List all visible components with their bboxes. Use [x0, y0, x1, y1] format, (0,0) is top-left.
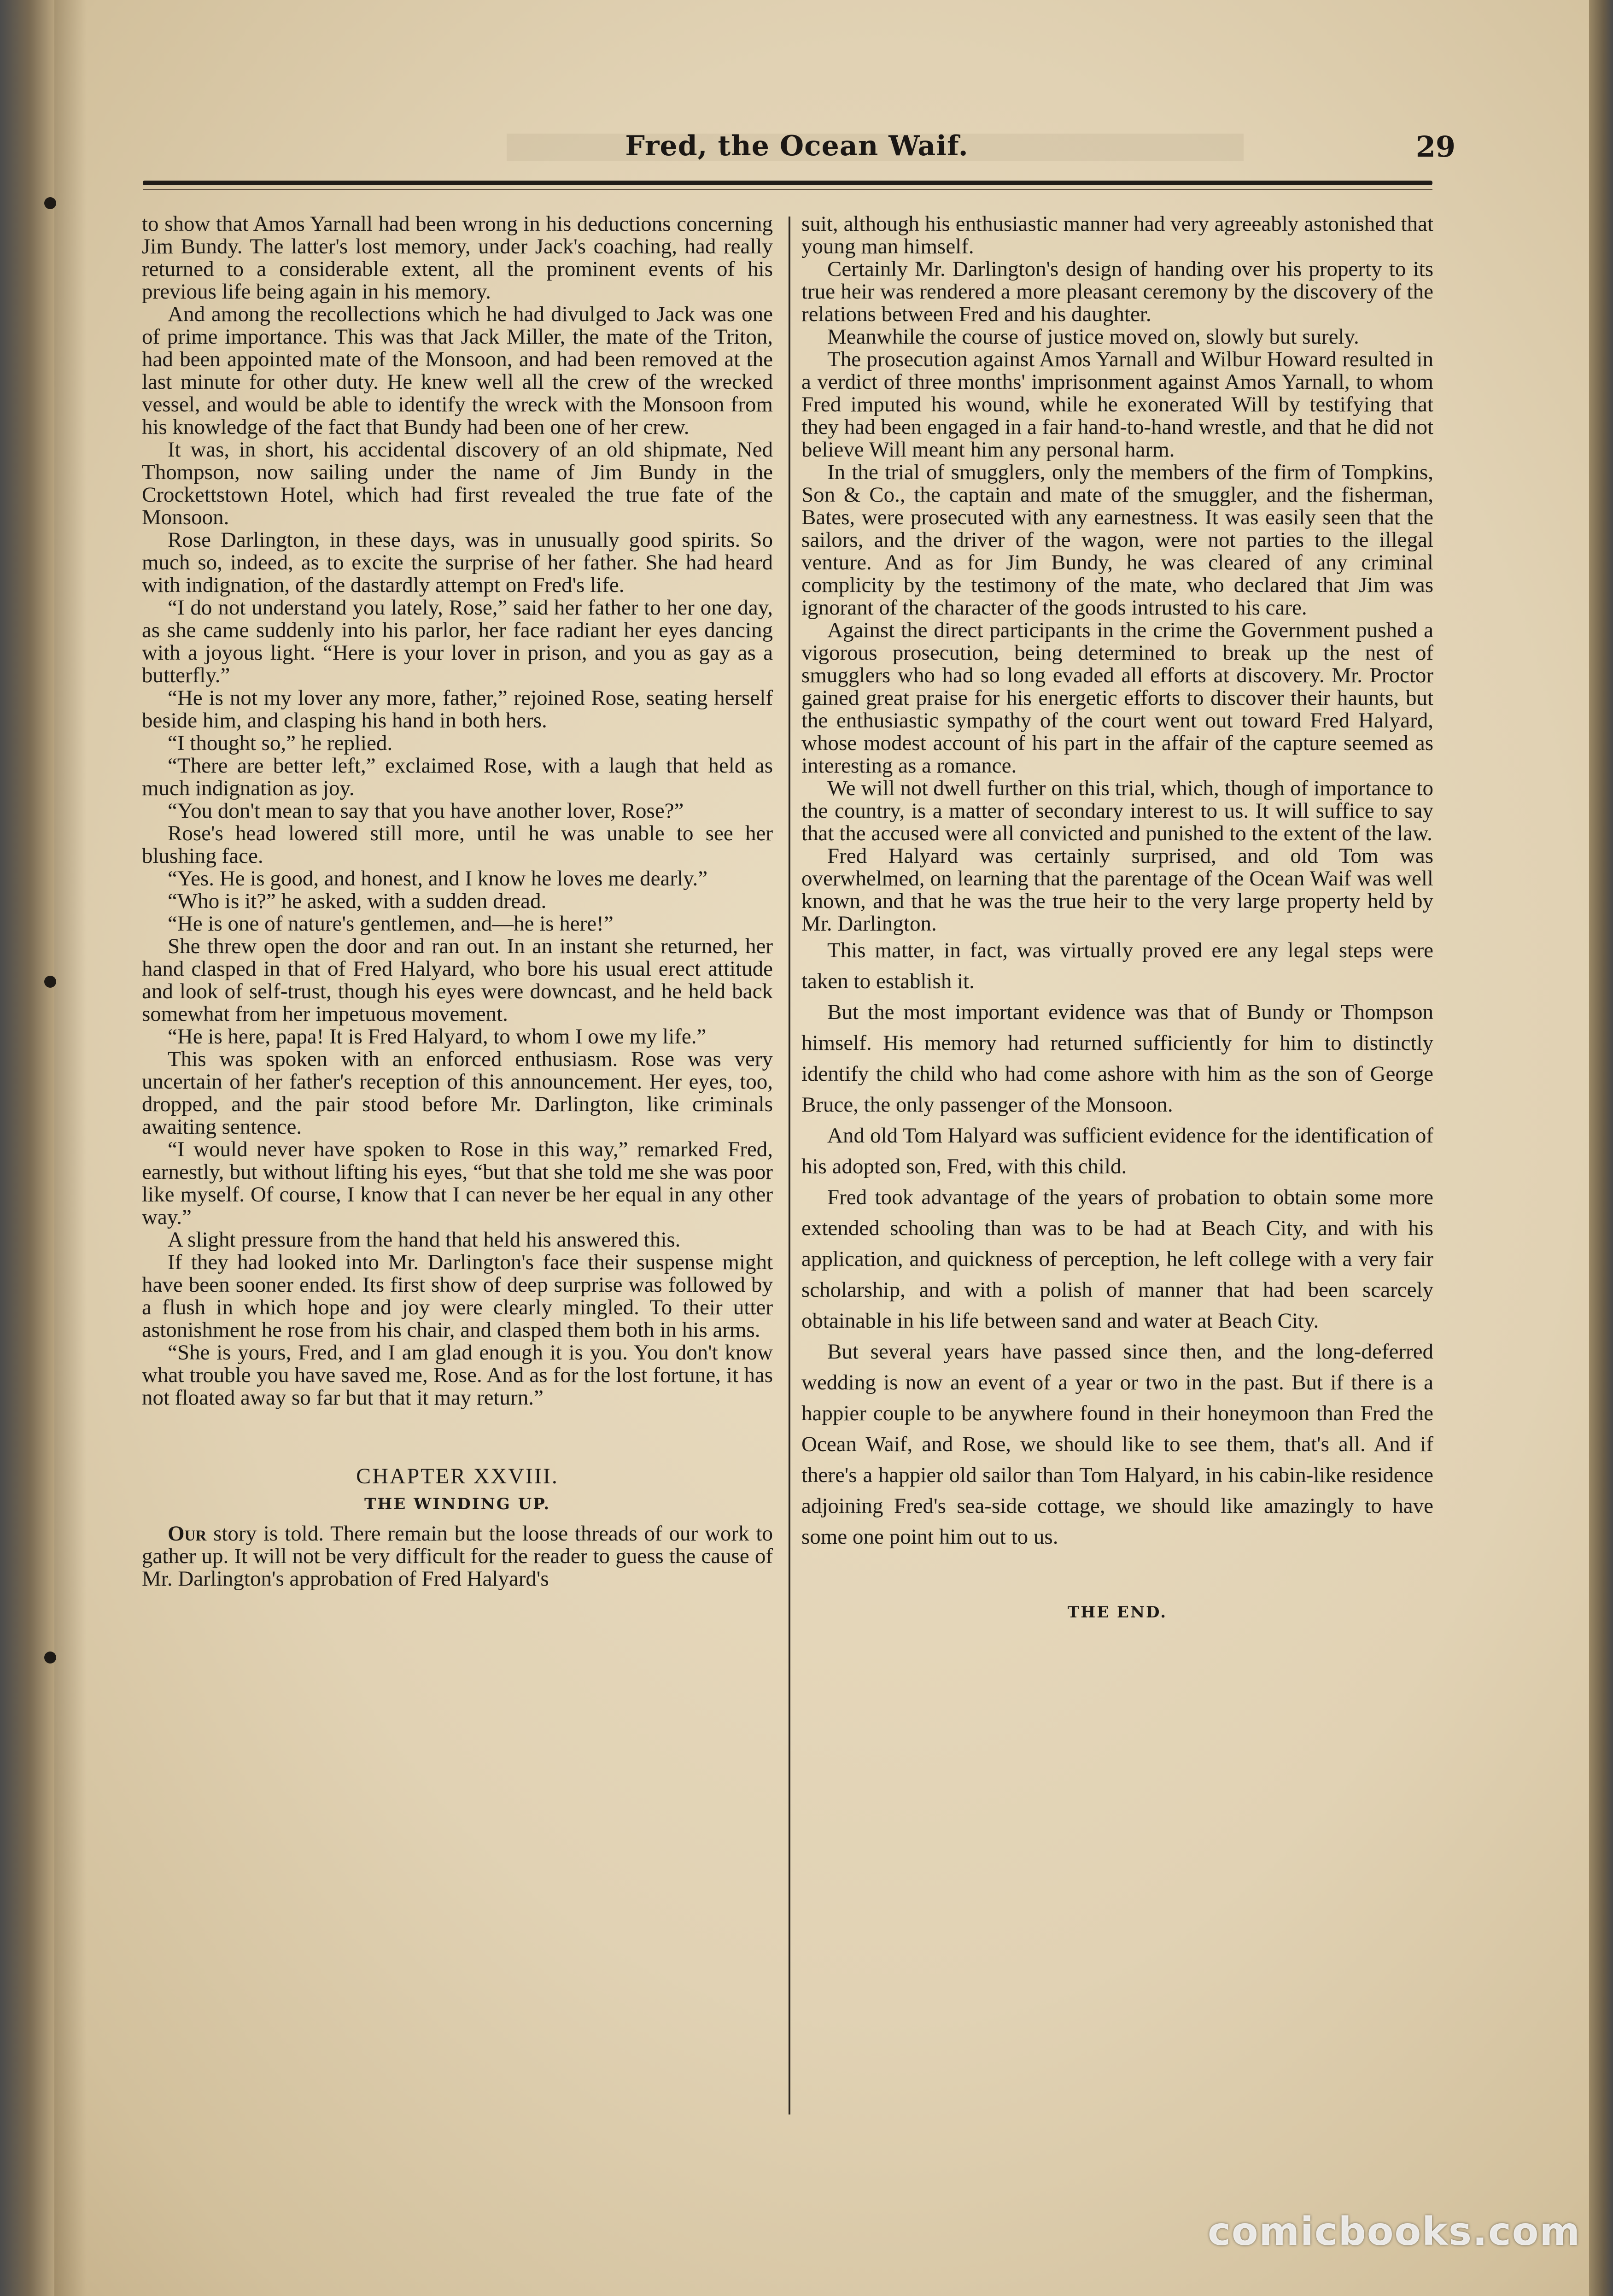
paragraph: “I thought so,” he replied.	[168, 731, 393, 755]
paragraph: to show that Amos Yarnall had been wrong in his deductions concerning Jim Bundy. The latter's lost memory, under Jack's coaching, had really returned to a considerable extent, all the prominent events of his previous life being again in his memory.	[142, 212, 773, 304]
chapter-opening-paragraph	[142, 1523, 773, 1590]
end-mark: THE END.	[1067, 1603, 1168, 1622]
paragraph: Fred Halyard was certainly surprised, and old Tom was overwhelmed, on learning that the parentage of the Ocean Waif was well known, and that he was the true heir to the very large property held by Mr. Darlington.	[801, 844, 1433, 936]
paragraph: A slight pressure from the hand that held his answered this.	[168, 1228, 681, 1252]
header-rule	[143, 181, 1432, 185]
chapter-heading: CHAPTER XXVIII.	[356, 1464, 559, 1488]
paragraph: This was spoken with an enforced enthusiasm. Rose was very uncertain of her father's reception of this announcement. Her eyes, too, dropped, and the pair stood before Mr. Darlington, like criminals awaiting sentence.	[142, 1047, 773, 1139]
left-column-text	[142, 213, 773, 1409]
paragraph: She threw open the door and ran out. In an instant she returned, her hand clasped in that of Fred Halyard, who bore his usual erect attitude and look of self-trust, though his eyes were downcast, and he held back somewhat from her impetuous movement.	[142, 934, 773, 1026]
left-column	[142, 213, 773, 1590]
page-number: 29	[1415, 130, 1455, 164]
running-head: Fred, the Ocean Waif.	[625, 130, 969, 162]
drop-word: Our	[168, 1522, 207, 1546]
paragraph: “I do not understand you lately, Rose,” said her father to her one day, as she came suddenly into his parlor, her face radiant her eyes dancing with a joyous light. “Here is your lover in prison, and you as gay as a butterfly.”	[142, 596, 773, 687]
paragraph: This matter, in fact, was virtually proved ere any legal steps were taken to establish it.	[801, 938, 1433, 993]
spine-shadow	[54, 0, 87, 2296]
chapter-subtitle: THE WINDING UP.	[364, 1495, 551, 1513]
chapter-opening-text: story is told. There remain but the loose threads of our work to gather up. It will not be very difficult for the reader to guess the cause of Mr. Darlington's approbation of Fred Halyard's	[142, 1522, 773, 1591]
staple-hole	[44, 1652, 56, 1663]
paragraph: In the trial of smugglers, only the members of the firm of Tompkins, Son & Co., the captain and mate of the smuggler, and the fisherman, Bates, were prosecuted with any earnestness. It was easily seen that the sailors, and the driver of the wagon, were not parties to the illegal venture. And as for Jim Bundy, he was cleared of any criminal complicity by the testimony of the mate, who declared that Jim was ignorant of the character of the goods intrusted to his care.	[801, 460, 1433, 620]
column-divider	[789, 217, 790, 2114]
paragraph: Rose Darlington, in these days, was in unusually good spirits. So much so, indeed, as to excite the surprise of her father. She had heard with indignation, of the dastardly attempt on Fred's life.	[142, 528, 773, 597]
paragraph: We will not dwell further on this trial, which, though of importance to the country, is a matter of secondary interest to us. It will suffice to say that the accused were all convicted and punished to the extent of the law.	[801, 776, 1433, 845]
paragraph: “Who is it?” he asked, with a sudden dread.	[168, 889, 547, 913]
paragraph: But the most important evidence was that of Bundy or Thompson himself. His memory had returned sufficiently for him to distinctly identify the child who had come ashore with him as the son of George Bruce, the only passenger of the Monsoon.	[801, 1000, 1433, 1117]
paragraph: “He is here, papa! It is Fred Halyard, to whom I owe my life.”	[168, 1025, 707, 1048]
paragraph: suit, although his enthusiastic manner had very agreeably astonished that young man himself.	[801, 212, 1433, 258]
paragraph: “You don't mean to say that you have another lover, Rose?”	[168, 799, 684, 823]
paragraph: “I would never have spoken to Rose in this way,” remarked Fred, earnestly, but without lifting his eyes, “but that she told me she was poor like myself. Of course, I know that I can never be her equal in any other way.”	[142, 1137, 773, 1229]
header-rule-thin	[143, 189, 1432, 190]
right-column-text	[801, 213, 1433, 935]
paragraph: It was, in short, his accidental discovery of an old shipmate, Ned Thompson, now sailing under the name of Jim Bundy in the Crockettstown Hotel, which had first revealed the true fate of the Monsoon.	[142, 438, 773, 529]
paragraph: But several years have passed since then, and the long-deferred wedding is now an event of a year or two in the past. But if there is a happier couple to be anywhere found in their honeymoon than Fred the Ocean Waif, and Rose, we should like to see them, that's all. And if there's a happier old sailor than Tom Halyard, in his cabin-like residence adjoining Fred's sea-side cottage, we should like amazingly to have some one point him out to us.	[801, 1340, 1433, 1549]
paragraph: “She is yours, Fred, and I am glad enough it is you. You don't know what trouble you have saved me, Rose. And as for the lost fortune, it has not floated away so far but that it may return.”	[142, 1341, 773, 1410]
staple-hole	[44, 976, 56, 988]
right-column-text-loose	[801, 935, 1433, 1552]
paragraph: Against the direct participants in the crime the Government pushed a vigorous prosecution, being determined to break up the nest of smugglers who had so long evaded all efforts at discovery. Mr. Proctor gained great praise for his energetic efforts to discover their haunts, but the enthusiastic sympathy of the court went out toward Fred Halyard, whose modest account of his part in the affair of the capture seemed as interesting as a romance.	[801, 618, 1433, 778]
paragraph: “Yes. He is good, and honest, and I know he loves me dearly.”	[168, 867, 708, 890]
paragraph: And old Tom Halyard was sufficient evidence for the identification of his adopted son, Fred, with this child.	[801, 1124, 1433, 1178]
paragraph: The prosecution against Amos Yarnall and Wilbur Howard resulted in a verdict of three months' imprisonment against Amos Yarnall, to whom Fred imputed his wound, while he exonerated Will by testifying that they had been engaged in a fair hand-to-hand wrestle, and that he did not believe Will meant him any personal harm.	[801, 347, 1433, 462]
paragraph: And among the recollections which he had divulged to Jack was one of prime importance. This was that Jack Miller, the mate of the Triton, had been appointed mate of the Monsoon, and had been removed at the last minute for other duty. He knew well all the crew of the wrecked vessel, and would be able to identify the wreck with the Monsoon from his knowledge of the fact that Bundy had been one of her crew.	[142, 302, 773, 439]
watermark: comicbooks.com	[1208, 2209, 1581, 2254]
paragraph: “He is one of nature's gentlemen, and—he is here!”	[168, 912, 614, 936]
binding-edge	[0, 0, 54, 2296]
paragraph: Meanwhile the course of justice moved on, slowly but surely.	[827, 325, 1359, 349]
paragraph: Rose's head lowered still more, until he was unable to see her blushing face.	[142, 821, 773, 868]
paragraph: Fred took advantage of the years of probation to obtain some more extended schooling than was to be had at Beach City, and with his application, and quickness of perception, he left college with a very fair scholarship, and with a polish of manner that had been scarcely obtainable in his life between sand and water at Beach City.	[801, 1185, 1433, 1333]
right-column	[801, 213, 1433, 1622]
paragraph: “He is not my lover any more, father,” rejoined Rose, seating herself beside him, and clasping his hand in both hers.	[142, 686, 773, 732]
paragraph: “There are better left,” exclaimed Rose, with a laugh that held as much indignation as joy.	[142, 754, 773, 800]
paragraph: Certainly Mr. Darlington's design of handing over his property to its true heir was rendered a more pleasant ceremony by the discovery of the relations between Fred and his daughter.	[801, 257, 1433, 326]
staple-hole	[44, 197, 56, 209]
paragraph: If they had looked into Mr. Darlington's face their suspense might have been sooner ended. Its first show of deep surprise was followed by a flush in which hope and joy were clearly mingled. To their utter astonishment he rose from his chair, and clasped them both in his arms.	[142, 1250, 773, 1342]
scan-edge	[1589, 0, 1613, 2296]
